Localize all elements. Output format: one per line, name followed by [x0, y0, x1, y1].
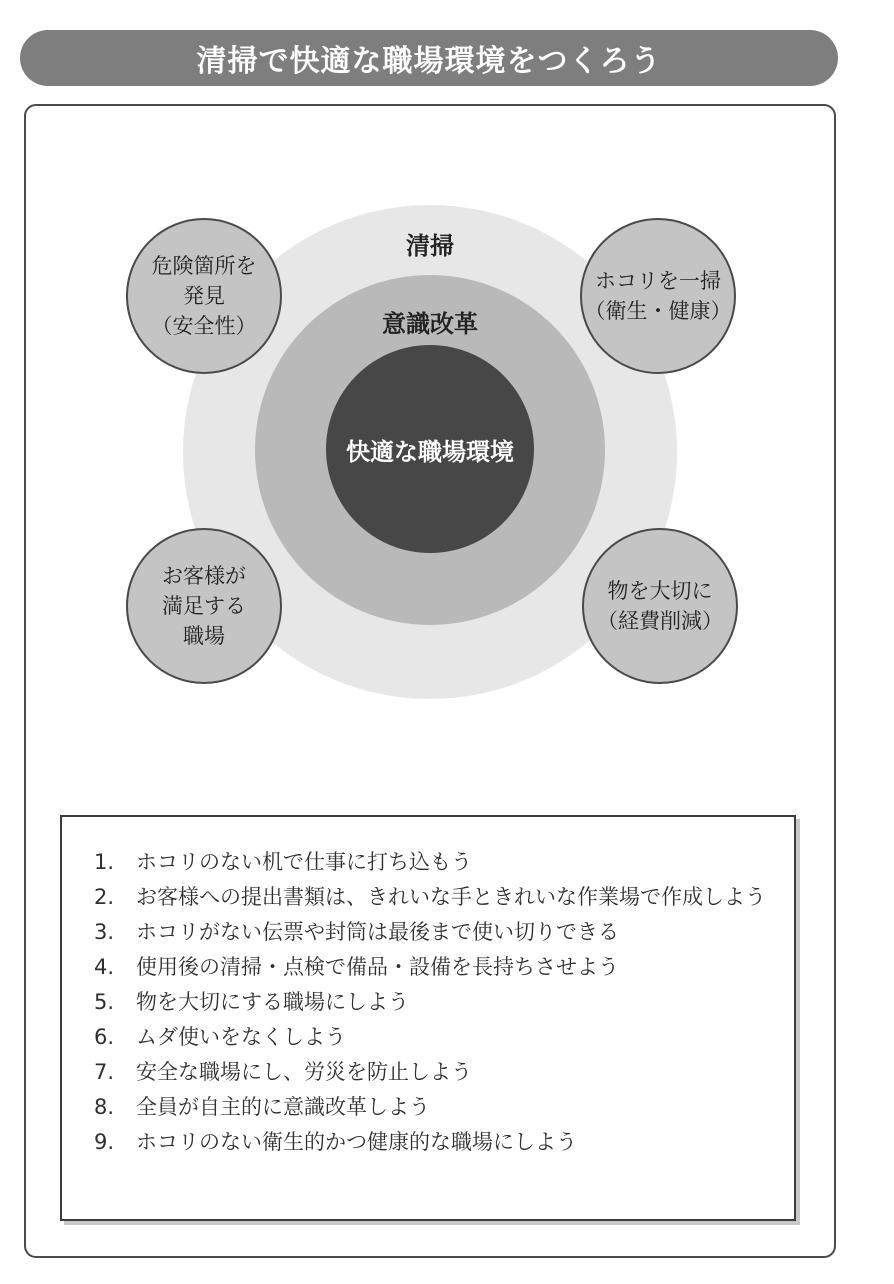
circle-hygiene-line-1: ホコリを一掃: [595, 269, 721, 293]
list-item-text: 物を大切にする職場にしよう: [136, 990, 409, 1014]
circle-cost-line-1: 物を大切に: [607, 579, 713, 603]
list-item: [94, 950, 774, 985]
page-title: 清掃で快適な職場環境をつくろう: [196, 44, 662, 79]
circle-safety-line-2: 発見: [183, 284, 225, 308]
list-item-number: 3.: [94, 920, 115, 944]
list-item-text: 全員が自主的に意識改革しよう: [136, 1095, 430, 1119]
list-item: [94, 845, 774, 880]
list-item-text: お客様への提出書類は、きれいな手ときれいな作業場で作成しよう: [136, 885, 766, 909]
center-label: 快適な職場環境: [346, 438, 514, 466]
list-item-number: 7.: [94, 1060, 115, 1084]
list-item-text: ホコリがない伝票や封筒は最後まで使い切りできる: [136, 920, 619, 944]
list-item-number: 8.: [94, 1095, 115, 1119]
circle-cost: [582, 528, 738, 684]
list-item-number: 5.: [94, 990, 115, 1014]
guideline-list: [60, 815, 796, 1221]
circle-safety-line-1: 危険箇所を: [151, 254, 257, 278]
list-item: [94, 880, 774, 915]
circle-customer: [126, 528, 282, 684]
circle-cost-line-2: （経費削減）: [597, 609, 723, 633]
list-item-number: 6.: [94, 1025, 115, 1049]
circle-customer-line-1: お客様が: [162, 564, 246, 588]
list-item: [94, 1020, 774, 1055]
outer-ring-label: 清掃: [406, 232, 454, 260]
list-item-text: 使用後の清掃・点検で備品・設備を長持ちさせよう: [136, 955, 619, 979]
list-item-number: 9.: [94, 1130, 115, 1154]
list-item-text: ホコリのない衛生的かつ健康的な職場にしよう: [136, 1130, 577, 1154]
list-item-text: 安全な職場にし、労災を防止しよう: [136, 1060, 472, 1084]
list-item: [94, 915, 774, 950]
circle-safety-line-3: （安全性）: [151, 314, 257, 338]
list-item-number: 4.: [94, 955, 115, 979]
list-item-number: 1.: [94, 850, 115, 874]
list-item-text: ホコリのない机で仕事に打ち込もう: [136, 850, 472, 874]
circle-customer-line-3: 職場: [183, 624, 225, 648]
middle-ring-label: 意識改革: [382, 310, 478, 338]
list-item-text: ムダ使いをなくしよう: [136, 1025, 346, 1049]
circle-hygiene-line-2: （衛生・健康）: [584, 299, 732, 323]
circle-customer-line-2: 満足する: [162, 594, 246, 618]
circle-hygiene: [580, 218, 736, 374]
list-item: [94, 985, 774, 1020]
list-item: [94, 1055, 774, 1090]
list-item: [94, 1090, 774, 1125]
circle-safety: [126, 218, 282, 374]
list-item-number: 2.: [94, 885, 115, 909]
list-item: [94, 1125, 774, 1160]
